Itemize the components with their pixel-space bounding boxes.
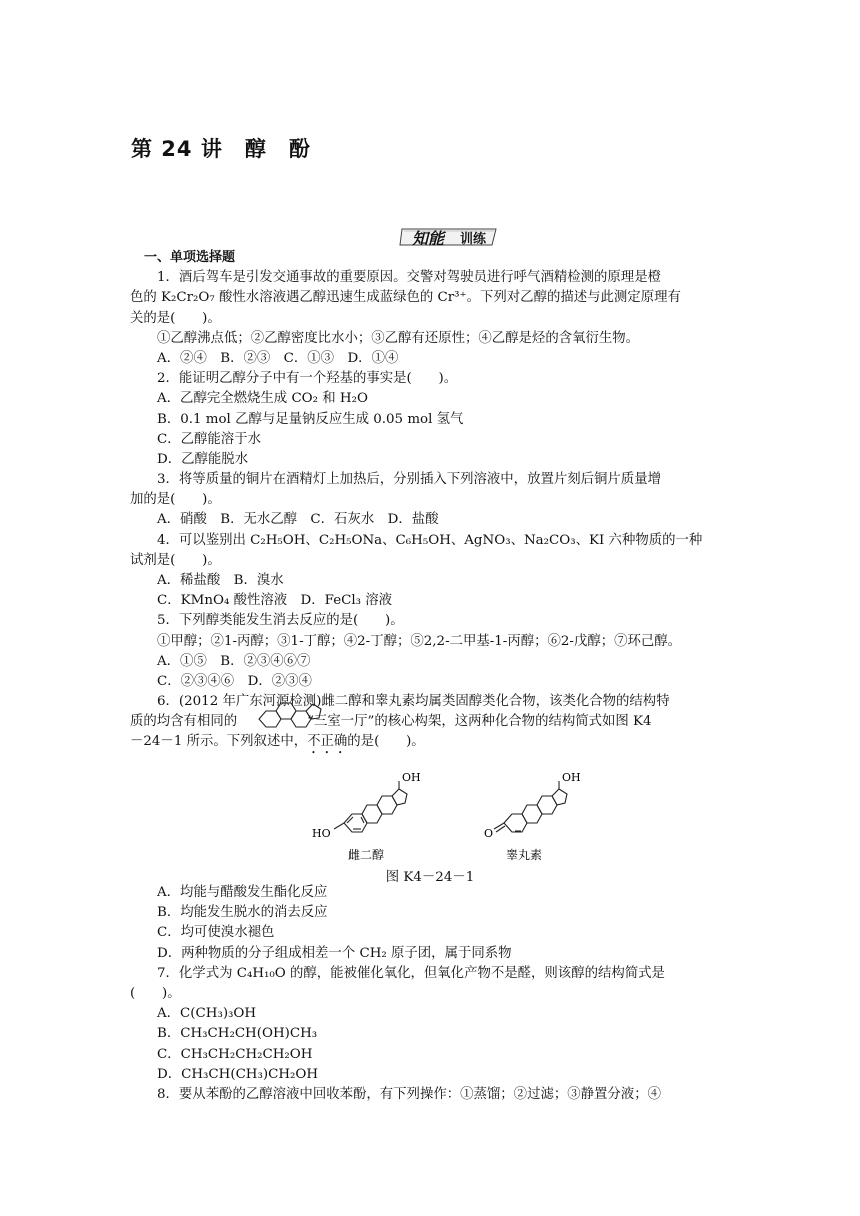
text-line: A．C(CH₃)₃OH [157, 1006, 257, 1022]
text-line: C．CH₃CH₂CH₂CH₂OH [157, 1046, 313, 1062]
text-line: A．②④ B．②③ C．①③ D．①④ [157, 350, 399, 366]
left-compound-label: 雌二醇 [348, 848, 385, 862]
text-line: A．稀盐酸 B．溴水 [157, 573, 284, 588]
text-line: 1．酒后驾车是引发交通事故的重要原因。交警对驾驶员进行呼气酒精检测的原理是橙 [157, 270, 661, 286]
section-heading: 一、单项选择题 [144, 250, 236, 265]
q6-text-line3-end: 的是( )。 [347, 734, 425, 750]
text-line: ( )。 [130, 985, 181, 1001]
q6-text-line3: －24－1 所示。下列叙述中， [130, 734, 308, 750]
question-6-continued [130, 712, 738, 752]
q6-text-after-structure: “三室一厅”的核心构架，这两种化合物的结构简式如图 K4 [307, 714, 652, 729]
text-line: 8．要从苯酚的乙醇溶液中回收苯酚，有下列操作：①蒸馏；②过滤；③静置分液；④ [157, 1086, 661, 1102]
text-line: A．①⑤ B．②③④⑥⑦ [157, 653, 311, 669]
text-line: B．0.1 mol 乙醇与足量钠反应生成 0.05 mol 氢气 [157, 411, 464, 427]
text-line: D．乙醇能脱水 [157, 451, 249, 467]
text-line: ①乙醇沸点低；②乙醇密度比水小；③乙醇有还原性；④乙醇是烃的含氧衍生物。 [157, 330, 640, 346]
text-line: ①甲醇；②1-丙醇；③1-丁醇；④2-丁醇；⑤2,2-二甲基-1-丙醇；⑥2-戊醇；⑦环己醇。 [157, 633, 682, 649]
text-line: A．乙醇完全燃烧生成 CO₂ 和 H₂O [157, 391, 368, 407]
text-line: 关的是( )。 [130, 310, 221, 326]
text-line: 2．能证明乙醇分子中有一个羟基的事实是( )。 [157, 371, 458, 387]
left-ho-side: HO [312, 827, 331, 840]
text-line: A．硝酸 B．无水乙醇 C．石灰水 D．盐酸 [157, 512, 439, 528]
section-banner [398, 226, 500, 248]
text-line: 4．可以鉴别出 C₂H₅OH、C₂H₅ONa、C₆H₅OH、AgNO₃、Na₂CO₃、KI 六种物质的一种 [157, 532, 703, 548]
text-line: C．②③④⑥ D．②③④ [157, 673, 312, 689]
banner-script-text: 知能 [412, 229, 445, 248]
text-line: D．CH₃CH(CH₃)CH₂OH [157, 1066, 319, 1082]
text-line: 6．(2012 年广东河源检测)雌二醇和睾丸素均属类固醇类化合物，该类化合物的结构特 [157, 694, 670, 710]
figure-caption: 图 K4－24－1 [385, 870, 475, 885]
text-line: 加的是( )。 [130, 492, 221, 508]
text-line: C．乙醇能溶于水 [157, 431, 261, 447]
text-line: B．均能发生脱水的消去反应 [157, 905, 328, 921]
text-line: C．KMnO₄ 酸性溶液 D．FeCl₃ 溶液 [157, 593, 393, 609]
right-compound-label: 睾丸素 [506, 848, 543, 862]
figure-k4-24-1 [306, 767, 586, 867]
text-line: C．均可使溴水褪色 [157, 925, 275, 941]
steroid-structures-figure [306, 767, 586, 867]
text-line: 色的 K₂Cr₂O₇ 酸性水溶液遇乙醇迅速生成蓝绿色的 Cr³⁺。下列对乙醇的描述与此测定原理有 [130, 290, 681, 306]
questions-part-b [130, 883, 738, 1105]
banner-label: 训练 [460, 232, 487, 247]
right-o-side: O [484, 827, 494, 840]
left-oh-top: OH [402, 771, 421, 784]
text-line: 5．下列醇类能发生消去反应的是( )。 [157, 613, 404, 629]
text-line: B．CH₃CH₂CH(OH)CH₃ [157, 1026, 318, 1042]
page-title: 第 24 讲 醇 酚 [131, 137, 311, 161]
text-line: 3．将等质量的铜片在酒精灯上加热后，分别插入下列溶液中，放置片刻后铜片质量增 [157, 472, 661, 488]
text-line: D．两种物质的分子组成相差一个 CH₂ 原子团，属于同系物 [157, 945, 512, 961]
text-line: 试剂是( )。 [130, 552, 221, 568]
q6-text-before-structure: 质的均含有相同的 [130, 714, 238, 729]
right-oh-top: OH [562, 771, 581, 784]
text-line: A．均能与醋酸发生酯化反应 [157, 885, 328, 900]
text-line: 7．化学式为 C₄H₁₀O 的醇，能被催化氧化，但氧化产物不是醛，则该醇的结构简式是 [157, 965, 665, 981]
q6-emphasis-text: 不正确 [307, 734, 348, 750]
questions-part-a [130, 248, 738, 712]
